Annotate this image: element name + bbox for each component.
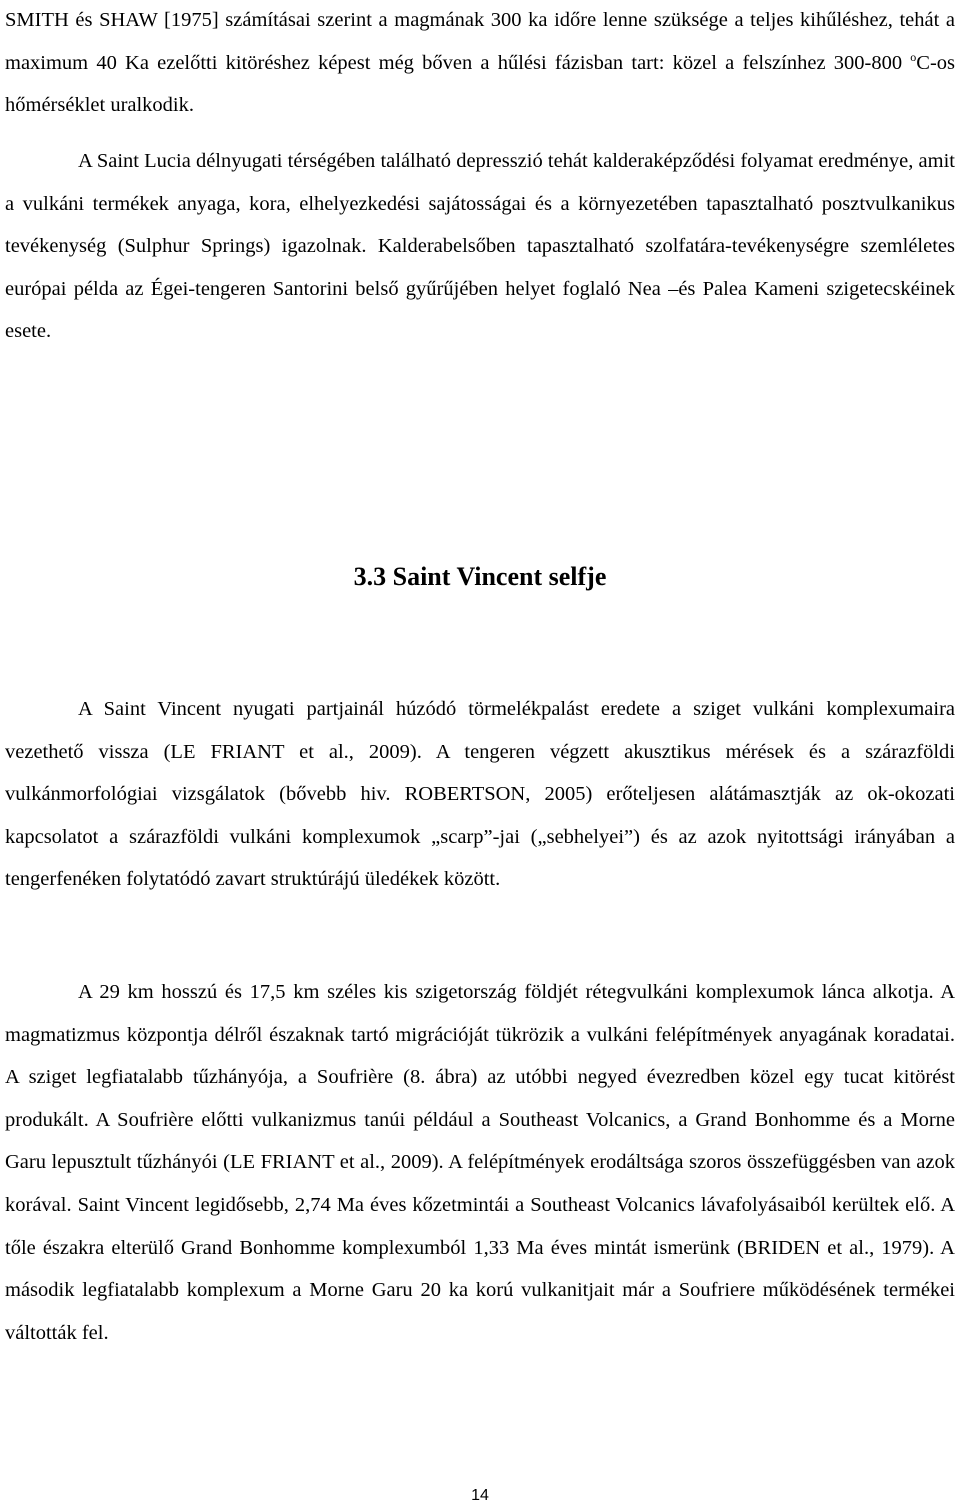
paragraph-saint-vincent-debris: A Saint Vincent nyugati partjainál húzódó törmelékpalást eredete a sziget vulkáni komplexumaira vezethető vissza (LE FRIANT et al., 2009). A tengeren végzett akusztikus mérések és a szárazföldi vulkánmorfológiai vizsgálatok (bővebb hiv. ROBERTSON, 2005) erőteljesen alátámasztják az ok-okozati kapcsolatot a szárazföldi vulkáni komplexumok „scarp”-jai („sebhelyei”) és az azok nyitottsági irányában a tengerfenéken folytatódó zavart struktúrájú üledékek között. <box>5 698 955 891</box>
page-number: 14 <box>471 1487 489 1504</box>
paragraph-saint-lucia-caldera: A Saint Lucia délnyugati térségében található depresszió tehát kalderaképződési folyamat eredménye, amit a vulkáni termékek anyaga, kora, elhelyezkedési sajátosságai és a környezetében tapasztalható posztvulkanikus tevékenység (Sulphur Springs) igazolnak. Kalderabelsőben tapasztalható szolfatára-tevékenységre szemléletes európai példa az Égei-tengeren Santorini belső gyűrűjében helyet foglaló Nea –és Palea Kameni szigetecskéinek esete. <box>5 150 955 343</box>
section-heading: 3.3 Saint Vincent selfje <box>353 562 607 591</box>
paragraph-smith-shaw <box>5 0 955 127</box>
paragraph-saint-vincent-volcanic-chain: A 29 km hosszú és 17,5 km széles kis szigetország földjét rétegvulkáni komplexumok lánca alkotja. A magmatizmus központja délről északnak tartó migrációját tükrözik a vulkáni felépítmények anyagának koradatai. A sziget legfiatalabb tűzhányója, a Soufrière (8. ábra) az utóbbi negyed évezredben közel egy tucat kitörést produkált. A Soufrière előtti vulkanizmus tanúi például a Southeast Volcanics, a Grand Bonhomme és a Morne Garu lepusztult tűzhányói (LE FRIANT et al., 2009). A felépítmények erodáltsága szoros összefüggésben van azok korával. Saint Vincent legidősebb, 2,74 Ma éves kőzetmintái a Southeast Volcanics lávafolyásaiból kerültek elő. A tőle északra elterülő Grand Bonhomme komplexumból 1,33 Ma éves mintát ismerünk (BRIDEN et al., 1979). A második legfiatalabb komplexum a Morne Garu 20 ka korú vulkanitjait már a Soufriere működésének termékei váltották fel. <box>5 981 955 1344</box>
degree-superscript: o <box>910 49 917 64</box>
paragraph-1-text: SMITH és SHAW [1975] számításai szerint a magmának 300 ka időre lenne szüksége a teljes kihűléshez, tehát a maximum 40 Ka ezelőtti kitöréshez képest még bőven a hűlési fázisban tart: közel a felszínhez 300-800 <box>5 9 955 74</box>
paragraph-1-text-end: C-os hőmérséklet uralkodik. <box>5 51 955 117</box>
